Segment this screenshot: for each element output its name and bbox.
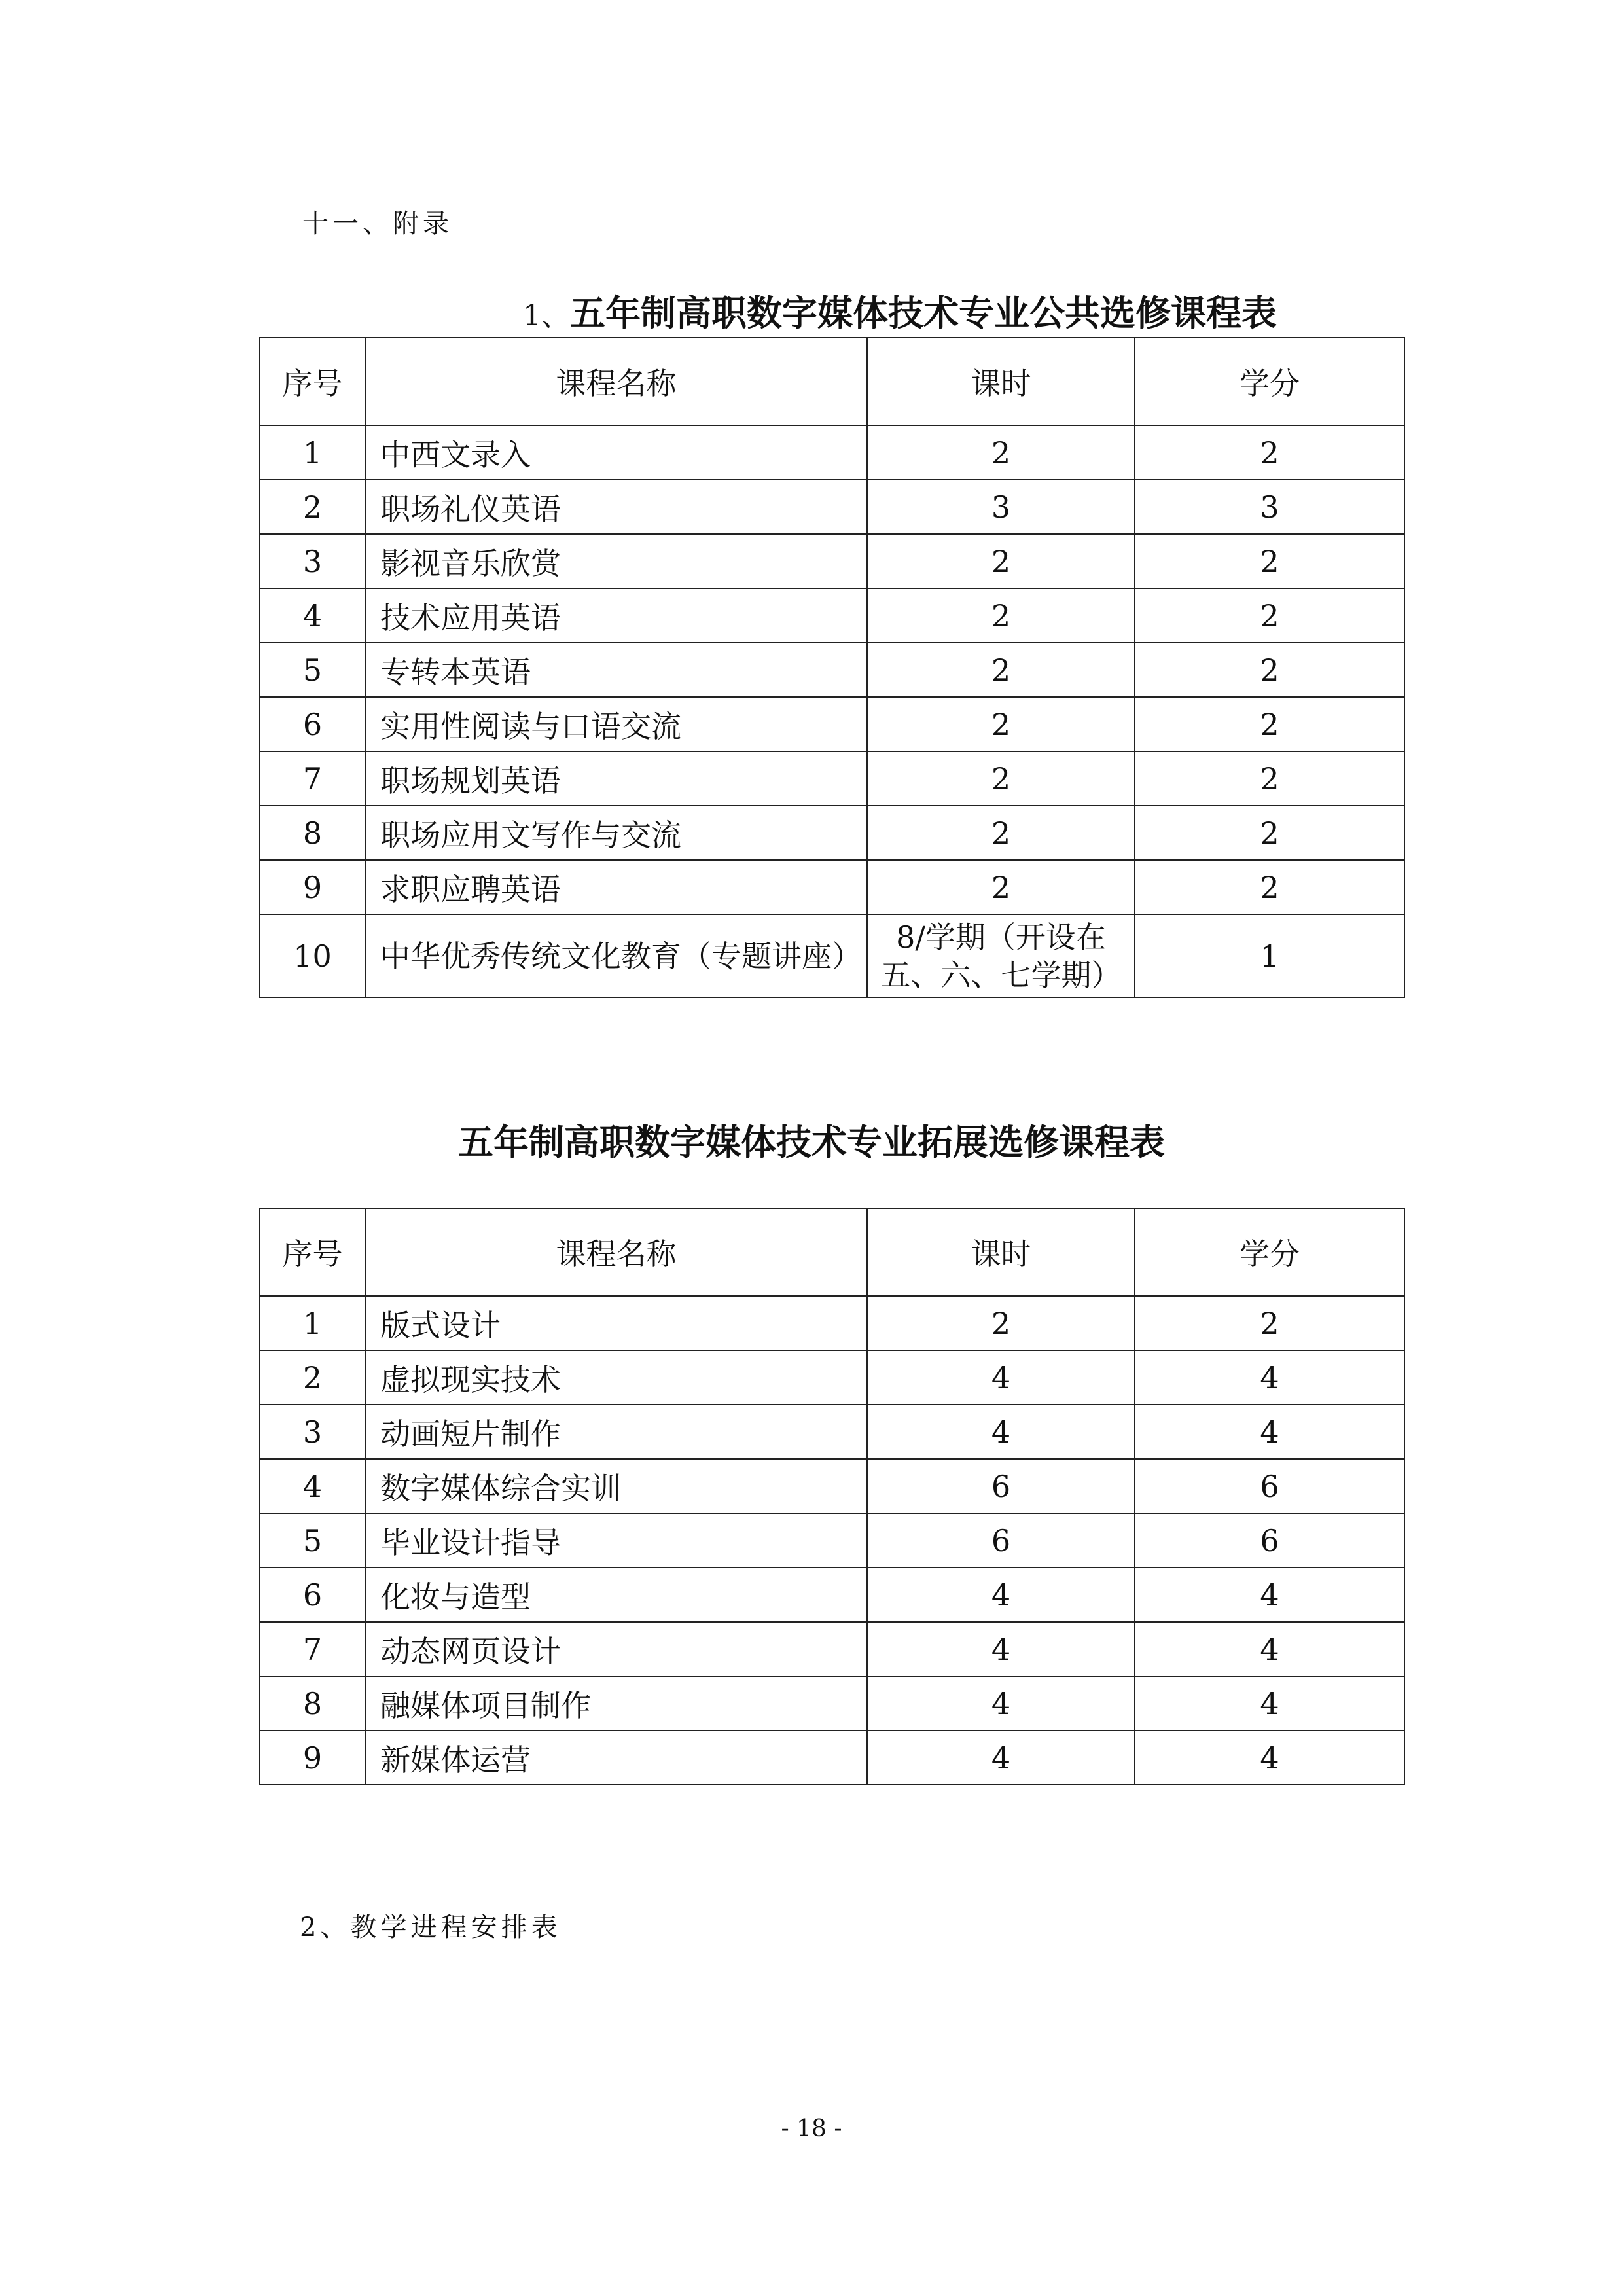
table-row	[260, 806, 1404, 860]
table-row	[260, 588, 1404, 643]
cell-no: 8	[260, 1676, 365, 1731]
cell-credits: 2	[1135, 588, 1404, 643]
table-row	[260, 914, 1404, 997]
table1-title-number: 1、	[523, 299, 570, 332]
cell-course-name: 动态网页设计	[365, 1622, 867, 1676]
cell-credits: 4	[1135, 1622, 1404, 1676]
table-row	[260, 1405, 1404, 1459]
cell-no: 4	[260, 588, 365, 643]
cell-hours: 4	[867, 1568, 1135, 1622]
table-row	[260, 1296, 1404, 1350]
public-elective-course-table	[259, 337, 1405, 998]
table-row	[260, 1459, 1404, 1513]
cell-course-name: 技术应用英语	[365, 588, 867, 643]
table-row	[260, 1676, 1404, 1731]
cell-course-name: 求职应聘英语	[365, 860, 867, 914]
cell-no: 2	[260, 1350, 365, 1405]
cell-hours: 8/学期（开设在五、六、七学期）	[867, 914, 1135, 997]
cell-credits: 4	[1135, 1405, 1404, 1459]
cell-no: 9	[260, 1731, 365, 1785]
cell-no: 3	[260, 1405, 365, 1459]
cell-course-name: 化妆与造型	[365, 1568, 867, 1622]
table1-title	[88, 285, 1623, 336]
page-number: - 18 -	[781, 2115, 842, 2142]
cell-course-name: 影视音乐欣赏	[365, 534, 867, 588]
cell-no: 2	[260, 480, 365, 534]
cell-hours: 2	[867, 806, 1135, 860]
cell-hours: 2	[867, 425, 1135, 480]
cell-credits: 2	[1135, 806, 1404, 860]
table-row	[260, 643, 1404, 697]
section-heading: 十一、附录	[302, 209, 453, 239]
header-no: 序号	[260, 338, 365, 425]
cell-no: 1	[260, 425, 365, 480]
cell-no: 7	[260, 751, 365, 806]
table-header-row	[260, 1208, 1404, 1296]
cell-credits: 2	[1135, 751, 1404, 806]
header-course-name: 课程名称	[365, 338, 867, 425]
header-credits: 学分	[1135, 338, 1404, 425]
cell-credits: 2	[1135, 697, 1404, 751]
table2-title: 五年制高职数字媒体技术专业拓展选修课程表	[458, 1121, 1165, 1163]
cell-no: 3	[260, 534, 365, 588]
cell-no: 10	[260, 914, 365, 997]
table-row	[260, 860, 1404, 914]
cell-credits: 2	[1135, 860, 1404, 914]
cell-credits: 4	[1135, 1568, 1404, 1622]
table-row	[260, 1568, 1404, 1622]
cell-course-name: 融媒体项目制作	[365, 1676, 867, 1731]
table-row	[260, 480, 1404, 534]
cell-course-name: 动画短片制作	[365, 1405, 867, 1459]
cell-hours: 2	[867, 697, 1135, 751]
table-row	[260, 1350, 1404, 1405]
cell-credits: 2	[1135, 1296, 1404, 1350]
table-row	[260, 425, 1404, 480]
cell-hours: 6	[867, 1513, 1135, 1568]
cell-hours: 4	[867, 1350, 1135, 1405]
cell-course-name: 职场规划英语	[365, 751, 867, 806]
table-row	[260, 1513, 1404, 1568]
header-hours: 课时	[867, 338, 1135, 425]
extended-elective-course-table	[259, 1208, 1405, 1785]
cell-hours: 2	[867, 1296, 1135, 1350]
cell-course-name: 新媒体运营	[365, 1731, 867, 1785]
cell-hours: 4	[867, 1622, 1135, 1676]
cell-hours: 2	[867, 860, 1135, 914]
cell-no: 4	[260, 1459, 365, 1513]
cell-course-name: 中西文录入	[365, 425, 867, 480]
cell-hours: 2	[867, 751, 1135, 806]
cell-hours: 2	[867, 643, 1135, 697]
table-row	[260, 1622, 1404, 1676]
cell-hours: 4	[867, 1676, 1135, 1731]
cell-course-name: 毕业设计指导	[365, 1513, 867, 1568]
cell-course-name: 版式设计	[365, 1296, 867, 1350]
cell-hours: 3	[867, 480, 1135, 534]
cell-hours: 4	[867, 1405, 1135, 1459]
cell-credits: 6	[1135, 1513, 1404, 1568]
cell-hours: 2	[867, 588, 1135, 643]
cell-course-name: 专转本英语	[365, 643, 867, 697]
cell-credits: 4	[1135, 1731, 1404, 1785]
cell-credits: 1	[1135, 914, 1404, 997]
table-row	[260, 534, 1404, 588]
table-header-row	[260, 338, 1404, 425]
cell-no: 6	[260, 697, 365, 751]
cell-credits: 4	[1135, 1350, 1404, 1405]
table-row	[260, 697, 1404, 751]
appendix-item-teaching-schedule: 2、教学进程安排表	[300, 1912, 562, 1943]
header-no: 序号	[260, 1208, 365, 1296]
cell-hours: 6	[867, 1459, 1135, 1513]
table1-title-text: 五年制高职数字媒体技术专业公共选修课程表	[570, 292, 1277, 334]
cell-credits: 6	[1135, 1459, 1404, 1513]
header-hours: 课时	[867, 1208, 1135, 1296]
cell-no: 7	[260, 1622, 365, 1676]
cell-course-name: 实用性阅读与口语交流	[365, 697, 867, 751]
cell-hours: 4	[867, 1731, 1135, 1785]
cell-course-name: 职场应用文写作与交流	[365, 806, 867, 860]
cell-course-name: 职场礼仪英语	[365, 480, 867, 534]
cell-credits: 4	[1135, 1676, 1404, 1731]
header-course-name: 课程名称	[365, 1208, 867, 1296]
table-row	[260, 751, 1404, 806]
cell-course-name: 中华优秀传统文化教育（专题讲座）	[365, 914, 867, 997]
header-credits: 学分	[1135, 1208, 1404, 1296]
cell-no: 5	[260, 643, 365, 697]
table-row	[260, 1731, 1404, 1785]
cell-credits: 2	[1135, 425, 1404, 480]
cell-no: 9	[260, 860, 365, 914]
cell-credits: 2	[1135, 534, 1404, 588]
cell-no: 8	[260, 806, 365, 860]
cell-course-name: 数字媒体综合实训	[365, 1459, 867, 1513]
cell-no: 1	[260, 1296, 365, 1350]
cell-course-name: 虚拟现实技术	[365, 1350, 867, 1405]
cell-no: 6	[260, 1568, 365, 1622]
cell-credits: 3	[1135, 480, 1404, 534]
cell-credits: 2	[1135, 643, 1404, 697]
cell-no: 5	[260, 1513, 365, 1568]
cell-hours: 2	[867, 534, 1135, 588]
